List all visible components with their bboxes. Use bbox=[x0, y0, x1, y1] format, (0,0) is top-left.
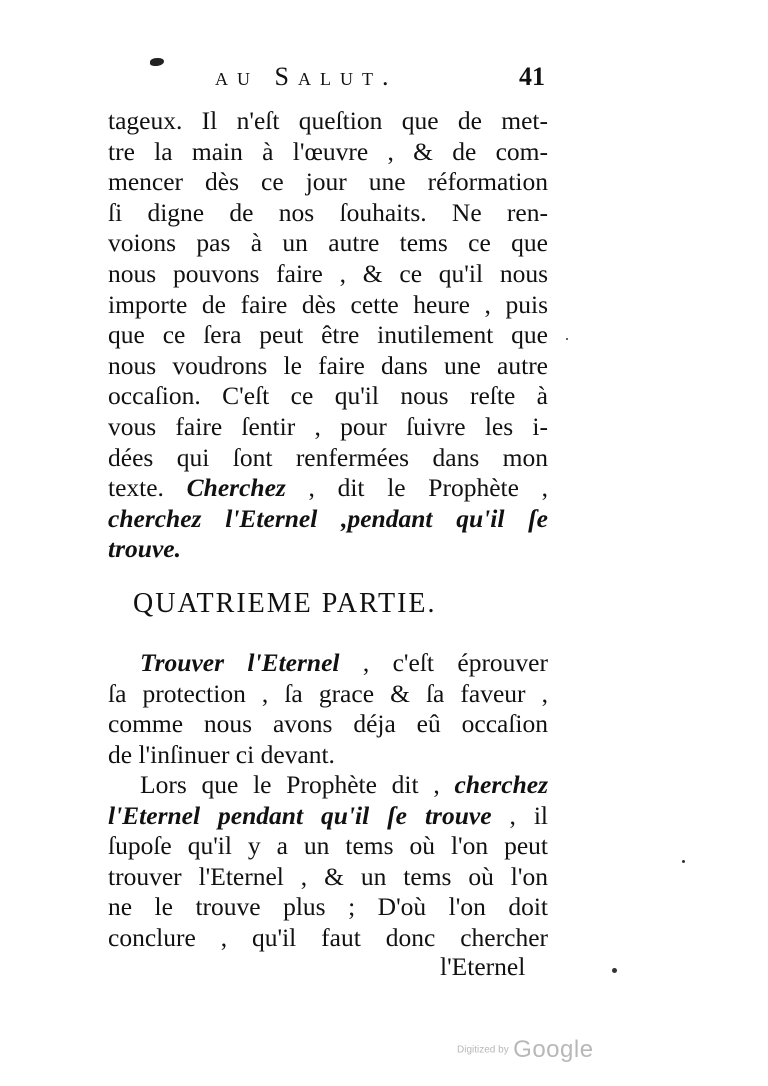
text-line: nous pouvons faire , & ce qu'il nous bbox=[108, 258, 548, 288]
text-line: vous faire ſentir , pour ſuivre les i- bbox=[108, 411, 548, 441]
italic-quote: cherchez bbox=[454, 770, 549, 799]
text-line bbox=[108, 801, 548, 832]
text-line: ſupoſe qu'il y a un tems où l'on peut bbox=[108, 831, 548, 861]
text-segment: Lors que le Prophète dit , bbox=[140, 770, 440, 799]
watermark-brand: Google bbox=[513, 1036, 594, 1063]
text-line: ne le trouve plus ; D'où l'on doit bbox=[108, 892, 548, 922]
text-line: tageux. Il n'eſt queſtion que de met- bbox=[108, 106, 548, 135]
text-line bbox=[108, 473, 548, 504]
text-segment: , dit le Prophète , bbox=[308, 473, 549, 503]
text-line bbox=[108, 648, 548, 679]
text-line: que ce ſera peut être inutilement que bbox=[108, 320, 548, 350]
paragraph-3 bbox=[108, 770, 548, 954]
text-line: mencer dès ce jour une réformation bbox=[108, 167, 548, 197]
text-line: dées qui ſont renfermées dans mon bbox=[108, 442, 548, 472]
text-line: trouver l'Eternel , & un tems où l'on bbox=[108, 861, 548, 891]
text-line: importe de faire dès cette heure , puis bbox=[108, 289, 548, 319]
digitization-watermark bbox=[457, 1036, 594, 1064]
text-line: nous voudrons le faire dans une autre bbox=[108, 350, 548, 380]
text-line: ſi digne de nos ſouhaits. Ne ren- bbox=[108, 197, 548, 227]
section-heading: QUATRIEME PARTIE. bbox=[133, 588, 437, 619]
ink-speck bbox=[566, 338, 568, 340]
ink-speck bbox=[682, 860, 685, 863]
text-line bbox=[108, 770, 548, 801]
text-line: occaſion. C'eſt ce qu'il nous reſte à bbox=[108, 381, 548, 411]
page-number: 41 bbox=[519, 62, 545, 91]
paragraph-2 bbox=[108, 648, 548, 770]
text-segment: , il bbox=[509, 800, 549, 830]
text-line: de l'inſinuer ci devant. bbox=[108, 739, 335, 769]
italic-quote: Trouver l'Eternel bbox=[140, 648, 340, 677]
text-segment: , c'eſt éprouver bbox=[362, 648, 548, 677]
running-title: au Salut. bbox=[215, 62, 398, 91]
text-line: ſa protection , ſa grace & ſa faveur , bbox=[108, 678, 548, 708]
watermark-prefix: Digitized by bbox=[457, 1044, 509, 1056]
text-line: tre la main à l'œuvre , & de com- bbox=[108, 136, 548, 166]
italic-quote-line: cherchez l'Eternel ,pendant qu'il ſe bbox=[108, 503, 548, 533]
paragraph-1 bbox=[108, 106, 548, 565]
page-header bbox=[215, 58, 545, 98]
text-segment: texte. bbox=[108, 473, 164, 503]
italic-quote: Cherchez bbox=[186, 473, 286, 503]
text-line: voions pas à un autre tems ce que bbox=[108, 228, 548, 258]
italic-quote: l'Eternel pendant qu'il ſe trouve bbox=[108, 800, 492, 830]
italic-quote-line: trouve. bbox=[108, 534, 181, 564]
text-line: conclure , qu'il faut donc chercher bbox=[108, 922, 548, 952]
text-line: comme nous avons déja eû occaſion bbox=[108, 709, 548, 739]
ink-blot bbox=[150, 58, 164, 66]
catchword: l'Eternel bbox=[440, 952, 526, 981]
ink-speck bbox=[612, 968, 617, 973]
